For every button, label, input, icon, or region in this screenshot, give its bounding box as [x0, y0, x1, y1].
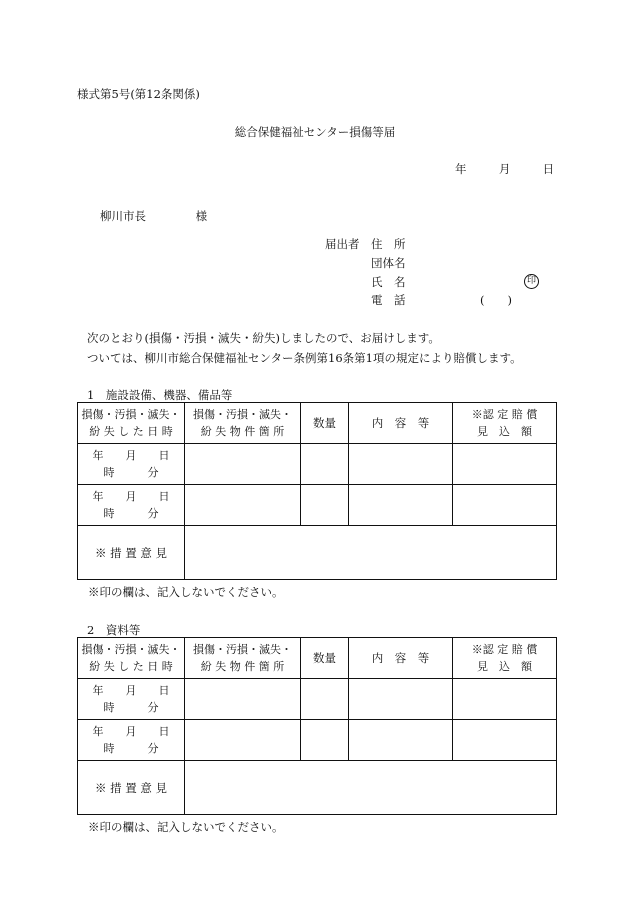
measures-label: ※ 措 置 意 見	[78, 761, 185, 815]
submitter-phone-label: 電 話	[371, 293, 406, 307]
col-content-header: 内 容 等	[349, 403, 453, 444]
addressee-honorific: 様	[195, 209, 208, 223]
col-content-header: 内 容 等	[349, 638, 453, 679]
phone-paren: ( )	[480, 293, 512, 307]
quantity-cell[interactable]	[301, 679, 349, 720]
addressee	[100, 208, 207, 224]
header-text: 見 込 額	[477, 425, 532, 438]
section-2-note: ※印の欄は、記入しないでください。	[88, 820, 284, 834]
section-1-note: ※印の欄は、記入しないでください。	[88, 585, 284, 599]
date-placeholder: 年 月 日	[92, 684, 170, 697]
col-location-header	[185, 403, 301, 444]
col-location-header	[185, 638, 301, 679]
table-row	[78, 485, 557, 526]
location-cell[interactable]	[185, 679, 301, 720]
measures-label: ※ 措 置 意 見	[78, 526, 185, 580]
location-cell[interactable]	[185, 720, 301, 761]
header-text: 紛 失 し た 日 時	[89, 425, 173, 438]
submitter-label: 届出者	[325, 237, 360, 251]
time-placeholder: 時 分	[103, 701, 159, 714]
compensation-cell[interactable]	[453, 444, 557, 485]
quantity-cell[interactable]	[301, 485, 349, 526]
body-line-2: ついては、柳川市総合保健福祉センター条例第16条第1項の規定により賠償します。	[87, 351, 522, 365]
compensation-cell[interactable]	[453, 485, 557, 526]
header-text: 紛 失 物 件 箇 所	[200, 425, 285, 438]
section-2-table	[77, 637, 557, 815]
table-row	[78, 444, 557, 485]
header-text: 損傷・汚損・滅失・	[193, 643, 292, 656]
submitter-address-label: 住 所	[371, 237, 406, 251]
header-text: 紛 失 し た 日 時	[89, 660, 173, 673]
header-row	[78, 638, 557, 679]
submitter-group-label: 団体名	[371, 256, 406, 270]
content-cell[interactable]	[349, 720, 453, 761]
time-placeholder: 時 分	[103, 466, 159, 479]
datetime-cell[interactable]	[78, 444, 185, 485]
header-text: ※認 定 賠 償	[471, 408, 538, 421]
header-text: 損傷・汚損・滅失・	[81, 643, 181, 656]
date-placeholder: 年 月 日	[92, 449, 170, 462]
submitter-name-label: 氏 名	[371, 275, 406, 289]
compensation-cell[interactable]	[453, 679, 557, 720]
date-month: 月	[498, 162, 511, 176]
location-cell[interactable]	[185, 485, 301, 526]
seal-mark: 印	[524, 274, 539, 289]
col-compensation-header	[453, 638, 557, 679]
header-text: 見 込 額	[477, 660, 532, 673]
date-year: 年	[455, 162, 467, 176]
document-title: 総合保健福祉センター損傷等届	[234, 125, 396, 139]
header-text: 紛 失 物 件 箇 所	[200, 660, 285, 673]
date-placeholder: 年 月 日	[92, 725, 170, 738]
content-cell[interactable]	[349, 485, 453, 526]
location-cell[interactable]	[185, 444, 301, 485]
date-line	[455, 161, 554, 177]
measures-row	[78, 526, 557, 580]
date-placeholder: 年 月 日	[92, 490, 170, 503]
content-cell[interactable]	[349, 679, 453, 720]
col-quantity-header: 数量	[301, 638, 349, 679]
col-quantity-header: 数量	[301, 403, 349, 444]
quantity-cell[interactable]	[301, 720, 349, 761]
datetime-cell[interactable]	[78, 485, 185, 526]
addressee-name: 柳川市長	[100, 209, 146, 223]
col-datetime-header	[78, 638, 185, 679]
measures-cell[interactable]	[185, 526, 557, 580]
header-row	[78, 403, 557, 444]
date-day: 日	[542, 162, 555, 176]
quantity-cell[interactable]	[301, 444, 349, 485]
section-1-table	[77, 402, 557, 580]
content-cell[interactable]	[349, 444, 453, 485]
section-1-heading: 1 施設設備、機器、備品等	[87, 388, 233, 402]
form-number: 様式第5号(第12条関係)	[77, 87, 200, 101]
time-placeholder: 時 分	[103, 507, 159, 520]
header-text: ※認 定 賠 償	[471, 643, 538, 656]
measures-cell[interactable]	[185, 761, 557, 815]
datetime-cell[interactable]	[78, 720, 185, 761]
table-row	[78, 679, 557, 720]
compensation-cell[interactable]	[453, 720, 557, 761]
header-text: 損傷・汚損・滅失・	[81, 408, 181, 421]
time-placeholder: 時 分	[103, 742, 159, 755]
col-datetime-header	[78, 403, 185, 444]
section-2-heading: 2 資料等	[87, 623, 141, 637]
datetime-cell[interactable]	[78, 679, 185, 720]
measures-row	[78, 761, 557, 815]
table-row	[78, 720, 557, 761]
body-line-1: 次のとおり(損傷・汚損・滅失・紛失)しましたので、お届けします。	[87, 331, 440, 345]
col-compensation-header	[453, 403, 557, 444]
header-text: 損傷・汚損・滅失・	[193, 408, 292, 421]
